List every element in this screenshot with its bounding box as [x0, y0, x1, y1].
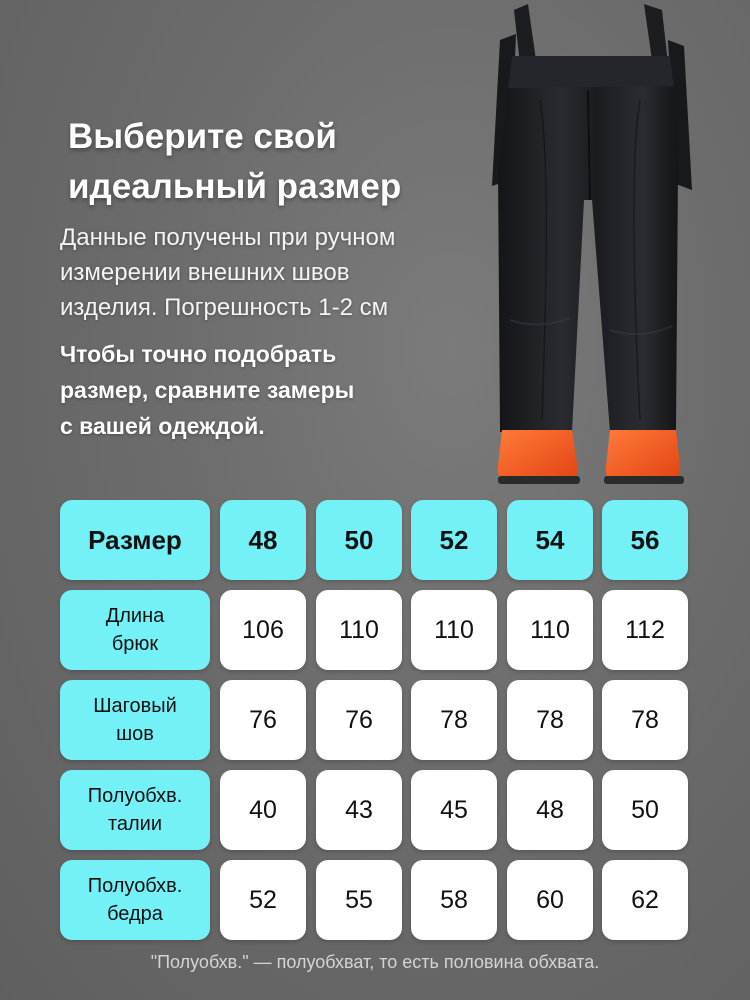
row-label-half-hip: Полуобхв. бедра [60, 860, 210, 940]
pants-length-52: 110 [411, 590, 497, 670]
measurement-note-line-3: изделия. Погрешность 1-2 см [60, 294, 389, 321]
inseam-56: 78 [602, 680, 688, 760]
size-header-56: 56 [602, 500, 688, 580]
size-header-52: 52 [411, 500, 497, 580]
inseam-54: 78 [507, 680, 593, 760]
half-hip-54: 60 [507, 860, 593, 940]
measurement-note-line-1: Данные получены при ручном [60, 224, 396, 251]
half-waist-48: 40 [220, 770, 306, 850]
half-waist-54: 48 [507, 770, 593, 850]
compare-advice-line-3: с вашей одеждой. [60, 413, 265, 439]
row-label-half-waist: Полуобхв. талии [60, 770, 210, 850]
title-line-1: Выберите свой [68, 117, 337, 156]
inseam-52: 78 [411, 680, 497, 760]
half-hip-52: 58 [411, 860, 497, 940]
page-title [68, 112, 488, 212]
row-label-pants-length: Длина брюк [60, 590, 210, 670]
title-line-2: идеальный размер [68, 167, 402, 206]
inseam-50: 76 [316, 680, 402, 760]
measurement-note-line-2: измерении внешних швов [60, 259, 350, 286]
inseam-48: 76 [220, 680, 306, 760]
size-header-48: 48 [220, 500, 306, 580]
half-hip-56: 62 [602, 860, 688, 940]
half-hip-48: 52 [220, 860, 306, 940]
size-header-50: 50 [316, 500, 402, 580]
half-waist-56: 50 [602, 770, 688, 850]
row-label-inseam: Шаговый шов [60, 680, 210, 760]
compare-advice-line-2: размер, сравните замеры [60, 377, 355, 403]
pants-length-50: 110 [316, 590, 402, 670]
compare-advice [60, 336, 490, 444]
pants-length-48: 106 [220, 590, 306, 670]
half-hip-50: 55 [316, 860, 402, 940]
product-pants-image [480, 0, 720, 490]
half-waist-52: 45 [411, 770, 497, 850]
half-waist-50: 43 [316, 770, 402, 850]
size-header-label: Размер [60, 500, 210, 580]
abbreviation-footnote: "Полуобхв." — полуобхват, то есть половина обхвата. [150, 952, 600, 972]
pants-length-56: 112 [602, 590, 688, 670]
pants-length-54: 110 [507, 590, 593, 670]
measurement-note [60, 220, 490, 325]
compare-advice-line-1: Чтобы точно подобрать [60, 341, 337, 367]
size-header-54: 54 [507, 500, 593, 580]
